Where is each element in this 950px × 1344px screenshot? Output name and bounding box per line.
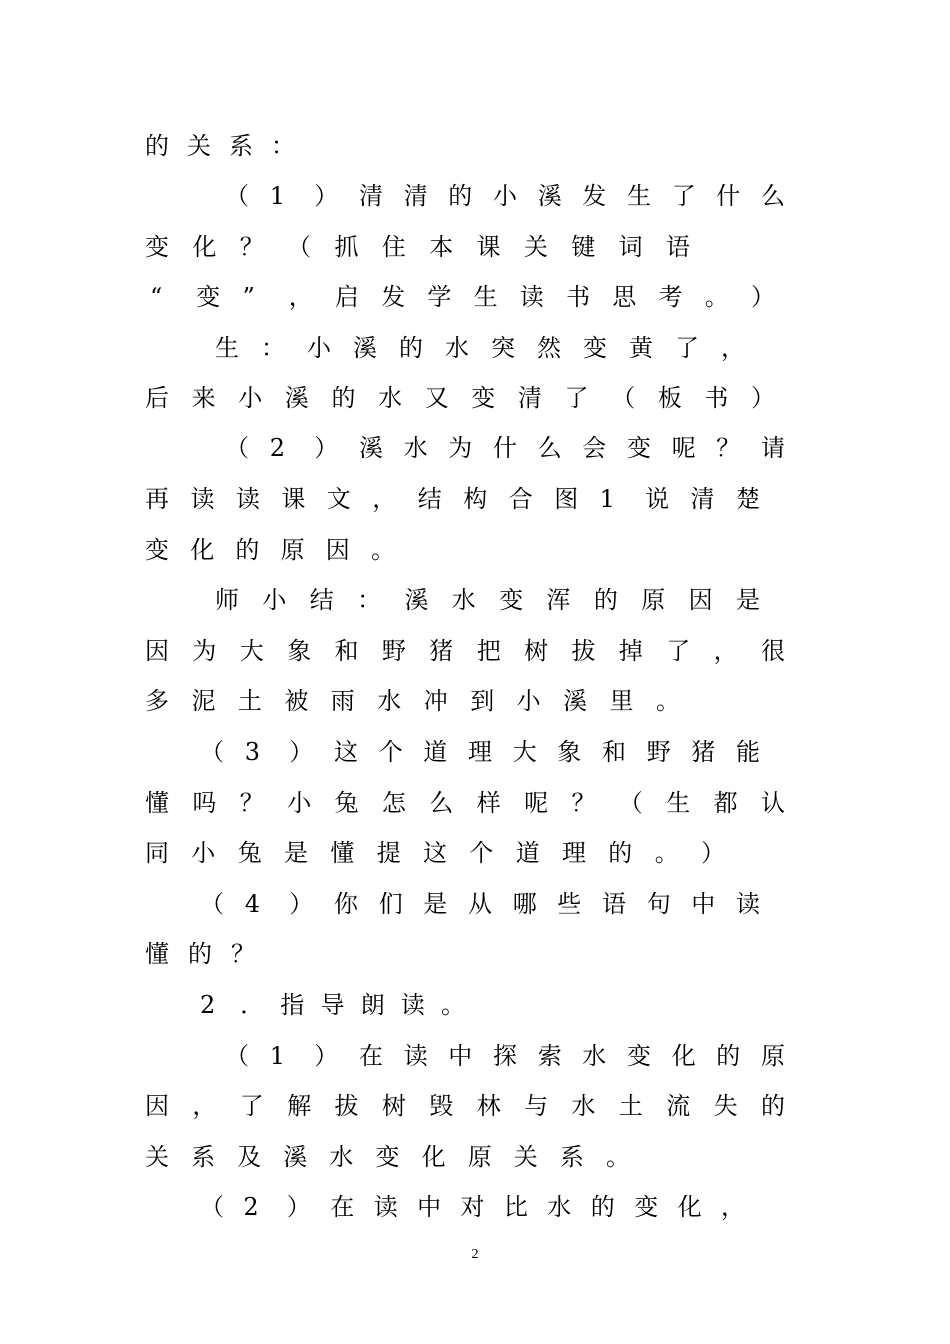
text-line: “ 变 ” ， 启 发 学 生 读 书 思 考 。 ） [150,283,775,311]
text-line: 懂 吗 ？ 小 兔 怎 么 样 呢 ？ （ 生 都 认 [145,789,785,817]
text-line: 同 小 兔 是 懂 提 这 个 道 理 的 。 ） [145,839,725,867]
text-line: （ 2 ） 溪 水 为 什 么 会 变 呢 ？ 请 [225,434,785,462]
text-line: （ 1 ） 在 读 中 探 索 水 变 化 的 原 [225,1042,785,1070]
text-line: （ 2 ） 在 读 中 对 比 水 的 变 化 ， [200,1193,745,1221]
text-line: 师 小 结 ： 溪 水 变 浑 的 原 因 是 [215,586,760,614]
text-line: 关 系 及 溪 水 变 化 原 关 系 。 [145,1143,630,1171]
text-line: （ 3 ） 这 个 道 理 大 象 和 野 猪 能 [200,738,760,766]
text-line: 的 关 系 ： [145,132,295,160]
text-line: 再 读 读 课 文 ， 结 构 合 图 1 说 清 楚 [145,485,760,513]
text-line: 后 来 小 溪 的 水 又 变 清 了 （ 板 书 ） [145,384,775,412]
text-line: 懂 的 ？ [145,940,255,968]
text-line: 2 ． 指 导 朗 读 。 [200,991,465,1019]
text-line: （ 1 ） 清 清 的 小 溪 发 生 了 什 么 [225,182,785,210]
text-line: 变 化 ？ （ 抓 住 本 课 关 键 词 语 [145,233,690,261]
text-line: 因 为 大 象 和 野 猪 把 树 拔 掉 了 ， 很 [145,637,785,665]
text-line: 生 ： 小 溪 的 水 突 然 变 黄 了 ， [215,334,745,362]
text-line: 因 ， 了 解 拔 树 毁 林 与 水 土 流 失 的 [145,1092,785,1120]
text-line: （ 4 ） 你 们 是 从 哪 些 语 句 中 读 [200,890,760,918]
page-number: 2 [471,1247,479,1262]
text-line: 变 化 的 原 因 。 [145,536,395,564]
text-line: 多 泥 土 被 雨 水 冲 到 小 溪 里 。 [145,687,680,715]
